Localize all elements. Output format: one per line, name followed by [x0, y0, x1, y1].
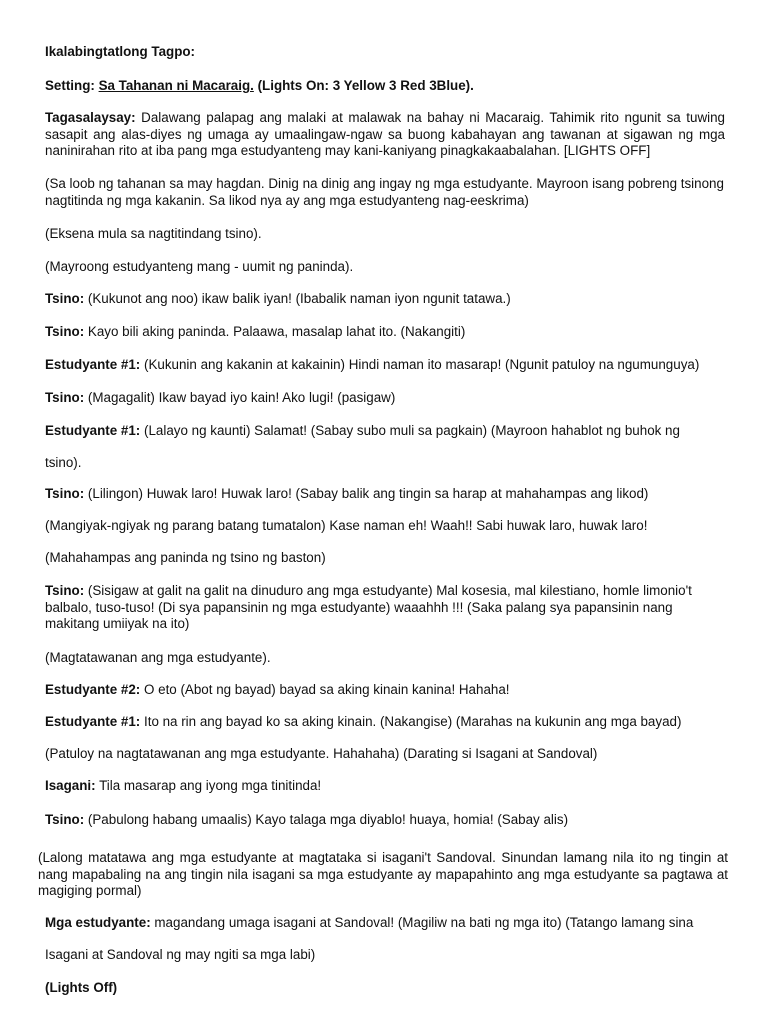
line-text: (Lilingon) Huwak laro! Huwak laro! (Sabay balik ang tingin sa harap at mahahampas ang likod): [87, 486, 649, 501]
script-line: [45, 682, 725, 699]
line-speaker: Tsino:: [45, 324, 85, 339]
script-line: [45, 650, 725, 667]
line-text: (Sa loob ng tahanan sa may hagdan. Dinig na dinig ang ingay ng mga estudyante. Mayroon isang pobreng tsinong nagtitinda ng mga kakanin. Sa likod nya ay ang mga estudyanteng nag-eeskrima): [45, 176, 724, 208]
line-text: Tila masarap ang iyong mga tinitinda!: [99, 778, 322, 793]
line-speaker: Estudyante #1:: [45, 714, 141, 729]
narrator-speaker: Tagasalaysay:: [45, 110, 136, 125]
line-speaker: Mga estudyante:: [45, 915, 151, 930]
line-text: (Patuloy na nagtatawanan ang mga estudyante. Hahahaha) (Darating si Isagani at Sandoval): [45, 746, 598, 761]
setting-place: Sa Tahanan ni Macaraig.: [98, 78, 254, 93]
line-speaker: Estudyante #1:: [45, 423, 141, 438]
line-text: (Eksena mula sa nagtitindang tsino).: [45, 226, 262, 241]
line-speaker: Estudyante #2:: [45, 682, 141, 697]
script-line: [45, 259, 725, 276]
line-speaker: (Lights Off): [45, 980, 118, 995]
line-speaker: Estudyante #1:: [45, 357, 141, 372]
line-text: (Magagalit) Ikaw bayad iyo kain! Ako lugi! (pasigaw): [87, 390, 396, 405]
line-text: Ito na rin ang bayad ko sa aking kinain. (Nakangise) (Marahas na kukunin ang mga bayad): [144, 714, 682, 729]
script-line: [45, 486, 725, 503]
line-text: (Pabulong habang umaalis) Kayo talaga mga diyablo! huaya, homia! (Sabay alis): [87, 812, 569, 827]
script-line: [45, 324, 725, 341]
script-line: [45, 583, 725, 633]
line-text: (Mahahampas ang paninda ng tsino ng baston): [45, 550, 326, 565]
script-line: [45, 455, 725, 472]
line-text: magandang umaga isagani at Sandoval! (Magiliw na bati ng mga ito) (Tatango lamang sina: [154, 915, 694, 930]
line-text: (Kukunin ang kakanin at kakainin) Hindi naman ito masarap! (Ngunit patuloy na ngumunguya): [144, 357, 700, 372]
line-speaker: Tsino:: [45, 583, 85, 598]
setting-label: Setting:: [45, 78, 95, 93]
script-line: [45, 812, 725, 829]
line-text: (Kukunot ang noo) ikaw balik iyan! (Ibabalik naman iyon ngunit tatawa.): [87, 291, 511, 306]
script-line: [45, 518, 725, 535]
script-line: [45, 947, 725, 964]
line-text: (Sisigaw at galit na galit na dinuduro ang mga estudyante) Mal kosesia, mal kilestiano, homle limonio't balbalo, tuso-tuso! (Di sya papansinin ng mga estudyante) waaahhh !!! (Saka palang sya papansinin nang makitang umiiyak na ito): [45, 583, 692, 631]
script-line: [45, 714, 725, 731]
line-text: (Magtatawanan ang mga estudyante).: [45, 650, 271, 665]
line-text: tsino).: [45, 455, 82, 470]
script-line: [38, 850, 728, 900]
line-speaker: Tsino:: [45, 291, 85, 306]
script-line: [45, 226, 725, 243]
script-line: [45, 357, 725, 374]
line-text: Kayo bili aking paninda. Palaawa, masalap lahat ito. (Nakangiti): [87, 324, 466, 339]
script-line: [45, 176, 725, 209]
script-line: [45, 980, 725, 997]
narrator-text: Dalawang palapag ang malaki at malawak na bahay ni Macaraig. Tahimik rito ngunit sa tuwing sasapit ang alas-diyes ng umaga ay umaalingaw-ngaw sa buong kabahayan ang tawanan at sigawan ng mga naninirahan rito at iba pang mga estudyanteng may kani-kaniyang pinagkakaabalahan. [LIGHTS OFF]: [45, 110, 725, 158]
scene-heading-text: Ikalabingtatlong Tagpo:: [45, 44, 196, 59]
line-speaker: Isagani:: [45, 778, 96, 793]
line-speaker: Tsino:: [45, 390, 85, 405]
line-speaker: Tsino:: [45, 486, 85, 501]
script-line: [45, 778, 725, 795]
line-text: (Mayroong estudyanteng mang - uumit ng paninda).: [45, 259, 354, 274]
scene-heading: [45, 44, 725, 61]
script-line: [45, 746, 725, 763]
setting-line: [45, 78, 725, 95]
setting-lights: (Lights On: 3 Yellow 3 Red 3Blue).: [257, 78, 474, 93]
line-text: Isagani at Sandoval ng may ngiti sa mga labi): [45, 947, 316, 962]
script-line: [45, 423, 725, 440]
narrator-paragraph: [45, 110, 725, 160]
script-line: [45, 390, 725, 407]
line-text: (Lalayo ng kaunti) Salamat! (Sabay subo muli sa pagkain) (Mayroon hahablot ng buhok ng: [144, 423, 680, 438]
line-text: (Lalong matatawa ang mga estudyante at magtataka si isagani't Sandoval. Sinundan lamang nila ito ng tingin at nang mapabaling na ang tingin nila isagani sa mga estudyante ay mapapahinto ang mga estudyante sa pagtawa at magiging pormal): [38, 850, 728, 898]
line-text: (Mangiyak-ngiyak ng parang batang tumatalon) Kase naman eh! Waah!! Sabi huwak laro, huwak laro!: [45, 518, 648, 533]
script-line: [45, 550, 725, 567]
line-speaker: Tsino:: [45, 812, 85, 827]
line-text: O eto (Abot ng bayad) bayad sa aking kinain kanina! Hahaha!: [144, 682, 510, 697]
script-line: [45, 291, 725, 308]
script-line: [45, 915, 725, 932]
